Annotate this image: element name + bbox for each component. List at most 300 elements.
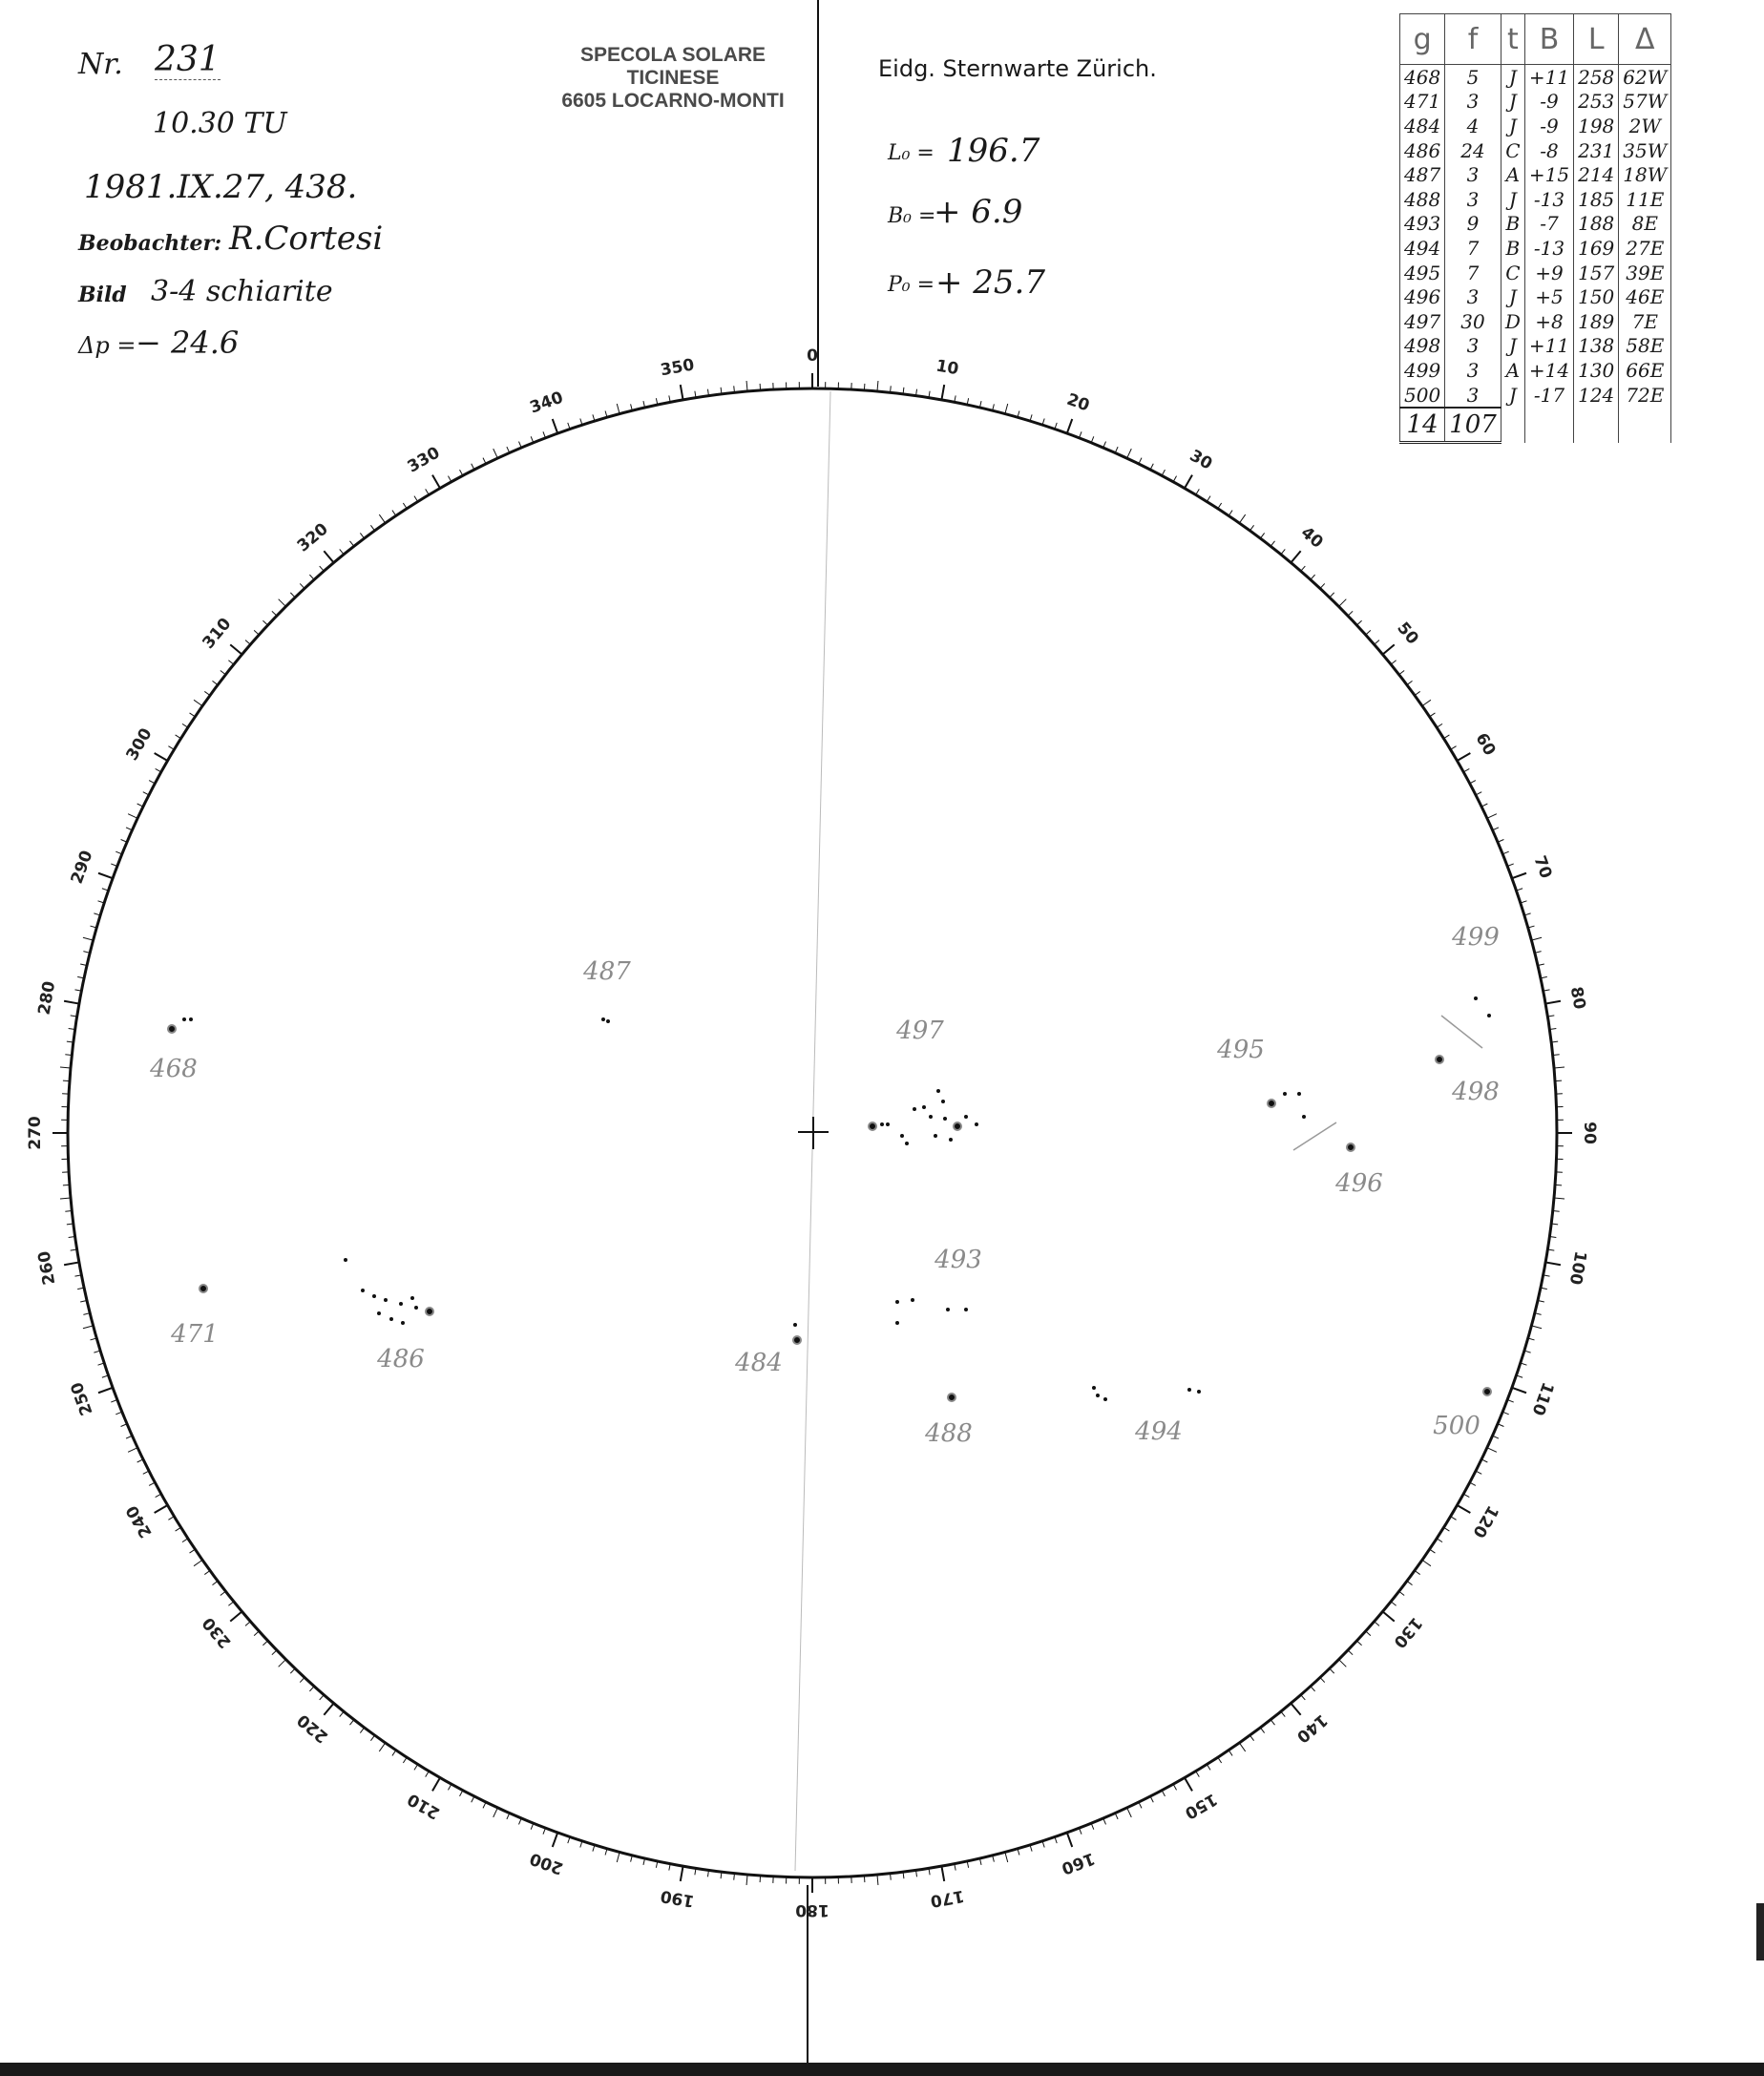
degree-tick — [190, 1549, 196, 1553]
total-groups: 14 — [1400, 408, 1445, 443]
degree-tick — [681, 1866, 683, 1881]
degree-tick — [1218, 503, 1222, 509]
sunspot — [384, 1298, 388, 1302]
degree-label: 130 — [1389, 1613, 1426, 1652]
sunspot-group-493 — [895, 1246, 982, 1325]
degree-tick — [1399, 1591, 1405, 1595]
cell-spot-count: 4 — [1445, 114, 1502, 138]
P0-value: + 25.7 — [935, 263, 1045, 302]
degree-tick — [1301, 566, 1306, 571]
sunspot — [377, 1311, 381, 1315]
cell-latitude: +11 — [1524, 334, 1573, 359]
observer-name: R.Cortesi — [229, 220, 384, 258]
degree-tick — [60, 1198, 71, 1199]
degree-tick — [1320, 583, 1325, 588]
sunspot — [895, 1321, 899, 1325]
sunspot — [414, 1306, 418, 1310]
sunspot — [793, 1323, 797, 1327]
degree-tick — [877, 1875, 878, 1885]
delta-p-value: − 24.6 — [136, 325, 240, 361]
degree-tick — [1366, 630, 1371, 635]
degree-tick — [300, 1677, 304, 1682]
degree-tick — [1407, 1581, 1413, 1584]
degree-tick — [483, 1802, 486, 1808]
group-label: 487 — [583, 957, 631, 986]
degree-tick — [324, 1704, 333, 1715]
cell-latitude: -9 — [1524, 90, 1573, 115]
degree-tick — [1399, 670, 1405, 674]
cell-class: J — [1501, 334, 1524, 359]
degree-tick — [460, 1791, 463, 1796]
sunspot — [1283, 1092, 1287, 1096]
degree-tick — [1067, 1833, 1072, 1847]
degree-label: 10 — [934, 356, 960, 380]
degree-tick — [309, 575, 314, 579]
degree-label: 240 — [122, 1501, 157, 1541]
degree-tick — [483, 458, 486, 464]
total-spots: 107 — [1445, 408, 1502, 443]
degree-tick — [1481, 1459, 1487, 1462]
sunspot — [182, 1017, 186, 1021]
sunspot-group-468 — [149, 1017, 198, 1083]
degree-tick — [426, 1772, 430, 1777]
degree-tick — [1339, 1660, 1347, 1667]
cell-latitude: -8 — [1524, 138, 1573, 163]
degree-tick — [262, 620, 267, 625]
degree-tick — [553, 1833, 557, 1847]
degree-tick — [1196, 489, 1200, 494]
degree-tick — [1383, 1611, 1395, 1621]
sunspot — [200, 1285, 207, 1292]
sunspot — [964, 1115, 968, 1119]
cell-group-number: 497 — [1400, 309, 1445, 334]
sunspot-group-488 — [924, 1394, 973, 1448]
sunspot — [975, 1122, 978, 1126]
group-label: 484 — [735, 1349, 783, 1377]
cell-cm-distance: 35W — [1619, 138, 1671, 163]
observer-label: Beobachter: — [78, 231, 222, 256]
degree-tick — [1554, 1067, 1564, 1068]
degree-tick — [220, 1591, 226, 1595]
cell-class: J — [1501, 65, 1524, 90]
cell-longitude: 130 — [1574, 358, 1619, 383]
B0-label: B₀ = — [888, 204, 936, 228]
degree-tick — [1366, 1631, 1371, 1636]
degree-label: 300 — [122, 724, 157, 765]
cell-cm-distance: 27E — [1619, 236, 1671, 261]
degree-tick — [877, 381, 878, 391]
degree-tick — [1407, 681, 1413, 684]
degree-tick — [176, 735, 181, 739]
sunspot — [943, 1117, 947, 1121]
group-label: 486 — [377, 1345, 425, 1374]
cell-longitude: 150 — [1574, 284, 1619, 309]
degree-label: 70 — [1529, 853, 1556, 882]
sunspot — [949, 1138, 953, 1142]
degree-tick — [212, 1581, 218, 1584]
degree-tick — [1457, 753, 1470, 761]
cell-cm-distance: 39E — [1619, 261, 1671, 285]
degree-tick — [168, 746, 174, 750]
degree-tick — [272, 611, 277, 616]
cell-group-number: 471 — [1400, 90, 1445, 115]
degree-tick — [1463, 768, 1469, 771]
cell-cm-distance: 11E — [1619, 187, 1671, 212]
degree-tick — [379, 514, 385, 523]
group-label: 494 — [1135, 1417, 1183, 1446]
cell-cm-distance: 7E — [1619, 309, 1671, 334]
degree-tick — [1185, 475, 1192, 489]
degree-tick — [290, 1668, 295, 1673]
degree-tick — [1487, 814, 1497, 819]
degree-tick — [448, 1784, 451, 1790]
cell-latitude: +14 — [1524, 358, 1573, 383]
marker-line-496 — [1293, 1122, 1336, 1150]
degree-tick — [262, 1641, 267, 1646]
col-header-L: L — [1574, 14, 1619, 65]
degree-tick — [220, 670, 226, 674]
degree-tick — [494, 449, 498, 458]
degree-tick — [1356, 1641, 1361, 1646]
degree-label: 170 — [929, 1885, 966, 1911]
degree-label: 290 — [67, 848, 97, 887]
observation-date: 1981.IX.27, 438. — [84, 168, 358, 206]
sunspot — [964, 1308, 968, 1311]
sunspot — [1187, 1388, 1191, 1392]
sunspot — [1197, 1390, 1201, 1394]
degree-tick — [1239, 514, 1245, 523]
cell-spot-count: 3 — [1445, 162, 1502, 187]
observation-time: 10.30 TU — [153, 107, 287, 140]
degree-tick — [60, 1067, 71, 1068]
degree-tick — [1443, 735, 1449, 739]
degree-tick — [149, 1482, 155, 1485]
degree-tick — [1228, 1751, 1232, 1756]
cell-group-number: 498 — [1400, 334, 1445, 359]
cell-class: J — [1501, 383, 1524, 409]
degree-tick — [254, 630, 259, 635]
degree-label: 80 — [1565, 985, 1589, 1012]
degree-tick — [320, 566, 325, 571]
degree-tick — [320, 1695, 325, 1700]
degree-tick — [194, 1560, 202, 1565]
degree-tick — [1531, 937, 1542, 940]
cell-group-number: 493 — [1400, 212, 1445, 237]
degree-tick — [300, 583, 304, 588]
P0-label: P₀ = — [888, 273, 935, 297]
cell-latitude: +5 — [1524, 284, 1573, 309]
degree-tick — [1375, 640, 1379, 645]
degree-tick — [746, 381, 747, 391]
sunspot — [1302, 1115, 1306, 1119]
degree-tick — [1270, 1720, 1274, 1726]
degree-tick — [349, 1720, 353, 1726]
sunspot — [401, 1321, 405, 1325]
cell-class: A — [1501, 162, 1524, 187]
degree-tick — [1281, 1711, 1285, 1716]
record-number-label: Nr. — [78, 48, 123, 81]
cell-spot-count: 5 — [1445, 65, 1502, 90]
sunspot-group-500 — [1433, 1388, 1491, 1440]
degree-tick — [392, 511, 396, 516]
cell-class: C — [1501, 138, 1524, 163]
cell-longitude: 185 — [1574, 187, 1619, 212]
sunspot — [954, 1122, 961, 1130]
sunspot-group-496 — [1334, 1143, 1383, 1198]
degree-tick — [1451, 746, 1457, 750]
degree-tick — [1348, 1650, 1353, 1655]
degree-tick — [1457, 1505, 1470, 1513]
degree-tick — [1301, 1695, 1306, 1700]
sunspot-group-486 — [344, 1258, 433, 1374]
degree-label: 280 — [34, 979, 60, 1017]
group-label: 468 — [150, 1055, 198, 1083]
degree-tick — [1139, 1802, 1142, 1808]
degree-tick — [1463, 1494, 1469, 1497]
degree-label: 260 — [34, 1249, 60, 1287]
sunspot — [905, 1142, 909, 1145]
degree-label: 210 — [404, 1789, 444, 1823]
sunspot — [1103, 1397, 1107, 1401]
cell-cm-distance: 72E — [1619, 383, 1671, 409]
degree-tick — [1476, 1471, 1481, 1474]
degree-tick — [1250, 525, 1253, 531]
degree-tick — [1291, 551, 1300, 562]
sunspot — [946, 1308, 950, 1311]
cell-longitude: 231 — [1574, 138, 1619, 163]
degree-tick — [137, 1459, 143, 1462]
degree-tick — [1339, 599, 1347, 607]
degree-tick — [137, 804, 143, 807]
degree-tick — [617, 404, 620, 414]
col-header-t: t — [1501, 14, 1524, 65]
record-number-value: 231 — [155, 40, 220, 79]
cell-group-number: 494 — [1400, 236, 1445, 261]
cell-group-number: 495 — [1400, 261, 1445, 285]
degree-tick — [746, 1875, 747, 1885]
degree-tick — [1228, 511, 1232, 516]
stamp-line-2: TICINESE — [626, 67, 720, 89]
cell-latitude: +11 — [1524, 65, 1573, 90]
sunspot — [869, 1122, 876, 1130]
cell-cm-distance: 46E — [1619, 284, 1671, 309]
degree-tick — [1218, 1757, 1222, 1763]
sunspot-groups — [149, 923, 1500, 1448]
degree-label: 110 — [1527, 1379, 1558, 1418]
sunspot — [936, 1089, 940, 1093]
degree-label: 190 — [659, 1885, 696, 1911]
degree-label: 220 — [293, 1709, 332, 1747]
degree-tick — [1311, 575, 1315, 579]
degree-tick — [228, 661, 233, 664]
degree-tick — [1173, 476, 1176, 482]
sunspot-group-495 — [1216, 1036, 1306, 1119]
degree-tick — [1375, 1622, 1379, 1626]
degree-tick — [279, 1660, 286, 1667]
degree-tick — [1531, 1326, 1542, 1329]
col-header-B: B — [1524, 14, 1573, 65]
cell-class: J — [1501, 187, 1524, 212]
degree-tick — [1391, 661, 1396, 664]
cell-spot-count: 7 — [1445, 261, 1502, 285]
sunspot — [1297, 1092, 1301, 1096]
cell-class: B — [1501, 212, 1524, 237]
cell-longitude: 169 — [1574, 236, 1619, 261]
sunspot — [410, 1296, 414, 1300]
sunspot — [1483, 1388, 1491, 1395]
bild-value: 3-4 schiarite — [151, 275, 333, 308]
sunspot — [344, 1258, 347, 1262]
cell-group-number: 496 — [1400, 284, 1445, 309]
degree-tick — [1320, 1677, 1325, 1682]
degree-tick — [1005, 1852, 1008, 1862]
degree-tick — [230, 1611, 242, 1621]
cell-cm-distance: 18W — [1619, 162, 1671, 187]
group-label: 496 — [1335, 1169, 1383, 1198]
degree-tick — [1391, 1602, 1396, 1605]
cell-class: J — [1501, 90, 1524, 115]
degree-tick — [617, 1852, 620, 1862]
degree-tick — [340, 549, 344, 554]
degree-tick — [324, 551, 333, 562]
cell-latitude: +15 — [1524, 162, 1573, 187]
cell-longitude: 214 — [1574, 162, 1619, 187]
sunspot — [389, 1317, 393, 1321]
degree-tick — [245, 640, 250, 645]
degree-tick — [1185, 1777, 1192, 1791]
L0-label: L₀ = — [888, 141, 934, 165]
degree-tick — [1291, 1704, 1300, 1715]
degree-tick — [309, 1687, 314, 1691]
degree-label: 20 — [1063, 389, 1092, 416]
cell-latitude: -13 — [1524, 187, 1573, 212]
degree-tick — [360, 533, 364, 538]
group-label: 498 — [1452, 1078, 1500, 1106]
degree-tick — [156, 1494, 161, 1497]
degree-tick — [155, 753, 168, 761]
degree-tick — [149, 781, 155, 784]
scan-edge-mark — [1756, 1903, 1764, 1961]
sunspot — [911, 1298, 914, 1302]
degree-tick — [1162, 470, 1165, 475]
degree-tick — [156, 768, 161, 771]
degree-tick — [245, 1622, 250, 1626]
sunspot-group-487 — [582, 957, 631, 1023]
degree-tick — [98, 1388, 113, 1393]
sunspot — [913, 1107, 916, 1111]
degree-tick — [143, 1471, 149, 1474]
degree-tick — [1487, 1448, 1497, 1453]
sunspot — [1347, 1143, 1354, 1151]
degree-tick — [379, 1743, 385, 1751]
degree-tick — [176, 1527, 181, 1531]
degree-tick — [494, 1808, 498, 1817]
degree-tick — [272, 1650, 277, 1655]
degree-tick — [143, 792, 149, 795]
group-label: 499 — [1452, 923, 1500, 952]
cell-longitude: 253 — [1574, 90, 1619, 115]
degree-tick — [1239, 1743, 1245, 1751]
degree-label: 320 — [293, 519, 332, 556]
cell-latitude: -13 — [1524, 236, 1573, 261]
degree-label: 330 — [404, 443, 444, 477]
cell-latitude: -7 — [1524, 212, 1573, 237]
sunspot — [1096, 1394, 1100, 1397]
sunspot — [941, 1100, 945, 1103]
degree-tick — [414, 496, 418, 502]
cell-spot-count: 3 — [1445, 90, 1502, 115]
degree-label: 150 — [1181, 1789, 1221, 1823]
degree-tick — [204, 1570, 210, 1574]
degree-tick — [370, 1735, 374, 1741]
degree-tick — [64, 1001, 79, 1004]
sunspot — [361, 1289, 365, 1292]
degree-tick — [155, 1505, 168, 1513]
sunspot — [168, 1025, 176, 1033]
disk-center-cross — [798, 1117, 829, 1149]
degree-tick — [128, 814, 137, 819]
degree-tick — [83, 1326, 94, 1329]
degree-tick — [1512, 873, 1526, 878]
cell-class: J — [1501, 284, 1524, 309]
degree-tick — [1481, 804, 1487, 807]
cell-longitude: 188 — [1574, 212, 1619, 237]
degree-tick — [1348, 611, 1353, 616]
degree-tick — [83, 937, 94, 940]
sunspot — [399, 1302, 403, 1306]
degree-label: 250 — [67, 1379, 97, 1418]
degree-tick — [228, 1602, 233, 1605]
sunspot-group-498 — [1436, 1056, 1500, 1106]
cell-spot-count: 3 — [1445, 284, 1502, 309]
col-header-f: f — [1445, 14, 1502, 65]
degree-tick — [1451, 1517, 1457, 1520]
degree-tick — [370, 525, 374, 531]
cell-longitude: 124 — [1574, 383, 1619, 409]
degree-tick — [1437, 723, 1442, 727]
cell-cm-distance: 2W — [1619, 114, 1671, 138]
degree-tick — [349, 541, 353, 547]
degree-tick — [681, 385, 683, 400]
degree-tick — [403, 1757, 407, 1763]
degree-tick — [1150, 464, 1153, 470]
cell-cm-distance: 57W — [1619, 90, 1671, 115]
degree-label: 30 — [1186, 446, 1216, 474]
degree-tick — [1281, 549, 1285, 554]
degree-tick — [1545, 1001, 1561, 1004]
degree-tick — [212, 681, 218, 684]
col-header-delta: Δ — [1619, 14, 1671, 65]
degree-label: 100 — [1564, 1249, 1590, 1287]
degree-tick — [941, 385, 944, 400]
degree-tick — [182, 723, 188, 727]
cell-latitude: -9 — [1524, 114, 1573, 138]
degree-label: 230 — [199, 1613, 236, 1652]
degree-tick — [128, 1448, 137, 1453]
cell-group-number: 468 — [1400, 65, 1445, 90]
sunspot — [1436, 1056, 1443, 1063]
degree-tick — [1470, 1482, 1476, 1485]
degree-tick — [1127, 449, 1132, 458]
degree-tick — [472, 1796, 474, 1802]
degree-tick — [1437, 1539, 1442, 1542]
degree-tick — [1207, 1764, 1210, 1770]
sunspot-group-471 — [170, 1285, 219, 1349]
degree-tick — [392, 1751, 396, 1756]
group-label: 500 — [1433, 1412, 1480, 1440]
degree-label: 60 — [1471, 729, 1500, 760]
cell-spot-count: 3 — [1445, 383, 1502, 409]
